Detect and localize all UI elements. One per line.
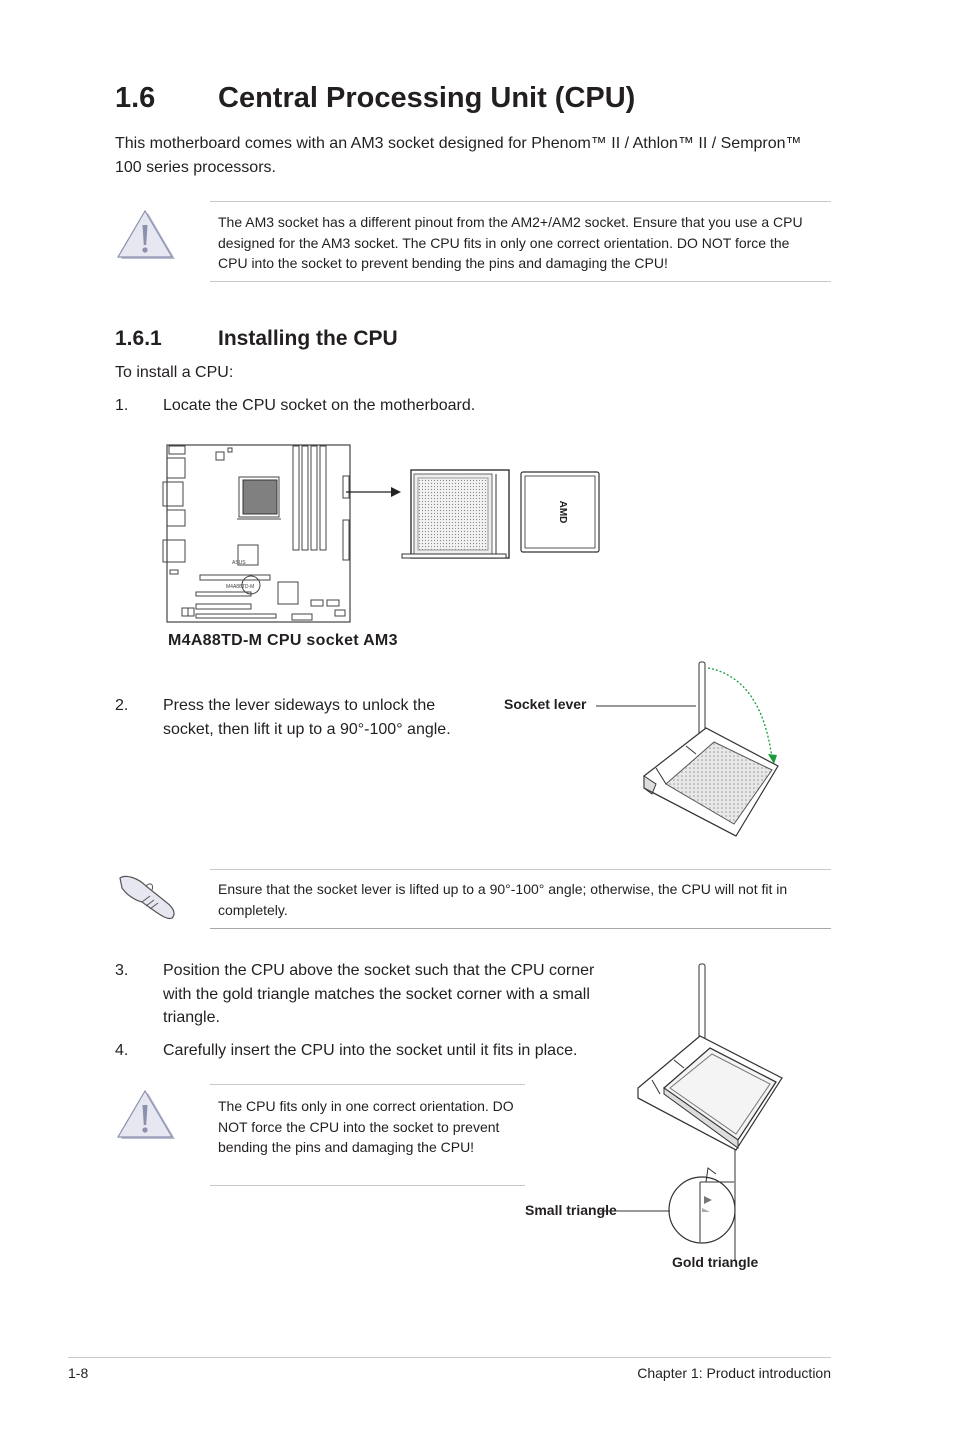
install-lead: To install a CPU: (115, 364, 234, 381)
gold-triangle-label: Gold triangle (672, 1254, 759, 1270)
board-logo: ASUS (232, 560, 246, 566)
step-1-number: 1. (115, 397, 129, 414)
page-number: 1-8 (68, 1365, 89, 1381)
step-2-text: Press the lever sideways to unlock the socket, then lift it up to a 90°-100° angle. (163, 697, 451, 738)
step-4-text: Carefully insert the CPU into the socket until it fits in place. (163, 1042, 578, 1059)
caution-triangle-icon (115, 1089, 177, 1141)
step-3-text: Position the CPU above the socket such that the CPU corner with the gold triangle matches the socket corner with a small triangle. (163, 962, 595, 1026)
note-hand-icon (116, 872, 180, 920)
step-3-number: 3. (115, 962, 129, 979)
socket-lever-diagram (596, 658, 796, 840)
footer-rule (68, 1357, 831, 1358)
section-heading (115, 82, 635, 115)
cpu-brand: AMD (557, 500, 568, 524)
figure-1-caption: M4A88TD-M CPU socket AM3 (168, 632, 398, 649)
note-1-top-rule (210, 869, 831, 870)
caution-2-text: The CPU fits only in one correct orientation. DO NOT force the CPU into the socket to prevent bending the pins and damaging the CPU! (218, 1098, 514, 1155)
step-2-number: 2. (115, 697, 129, 714)
step-1-text: Locate the CPU socket on the motherboard. (163, 397, 476, 414)
caution-2-top-rule (210, 1084, 525, 1085)
caution-triangle-icon (115, 209, 177, 261)
caution-2-bottom-rule (210, 1185, 525, 1186)
subsection-number: 1.6.1 (115, 327, 162, 350)
chapter-title: Chapter 1: Product introduction (637, 1365, 831, 1381)
caution-1-text: The AM3 socket has a different pinout from the AM2+/AM2 socket. Ensure that you use a CPU designed for the AM3 socket. The CPU fits in only one correct orientation. DO NOT force the CPU into the socket to prevent bending the pins and damaging the CPU! (218, 214, 803, 271)
caution-1-bottom-rule (210, 281, 831, 282)
note-1-text: Ensure that the socket lever is lifted up to a 90°-100° angle; otherwise, the CPU will not fit in completely. (218, 881, 788, 918)
small-triangle-label: Small triangle (525, 1202, 617, 1218)
section-title: Central Processing Unit (CPU) (218, 82, 636, 114)
step-4-number: 4. (115, 1042, 129, 1059)
cpu-insertion-diagram (630, 960, 790, 1272)
subsection-heading (115, 327, 398, 351)
board-model: M4A88TD-M (226, 584, 255, 590)
socket-lever-label: Socket lever (504, 696, 587, 712)
motherboard-layout-diagram (160, 440, 605, 625)
subsection-title: Installing the CPU (218, 327, 398, 350)
caution-1-top-rule (210, 201, 831, 202)
note-1-bottom-rule (210, 928, 831, 929)
section-number: 1.6 (115, 82, 156, 114)
section-intro: This motherboard comes with an AM3 socket designed for Phenom™ II / Athlon™ II / Sempron™ 100 series processors. (115, 135, 802, 176)
